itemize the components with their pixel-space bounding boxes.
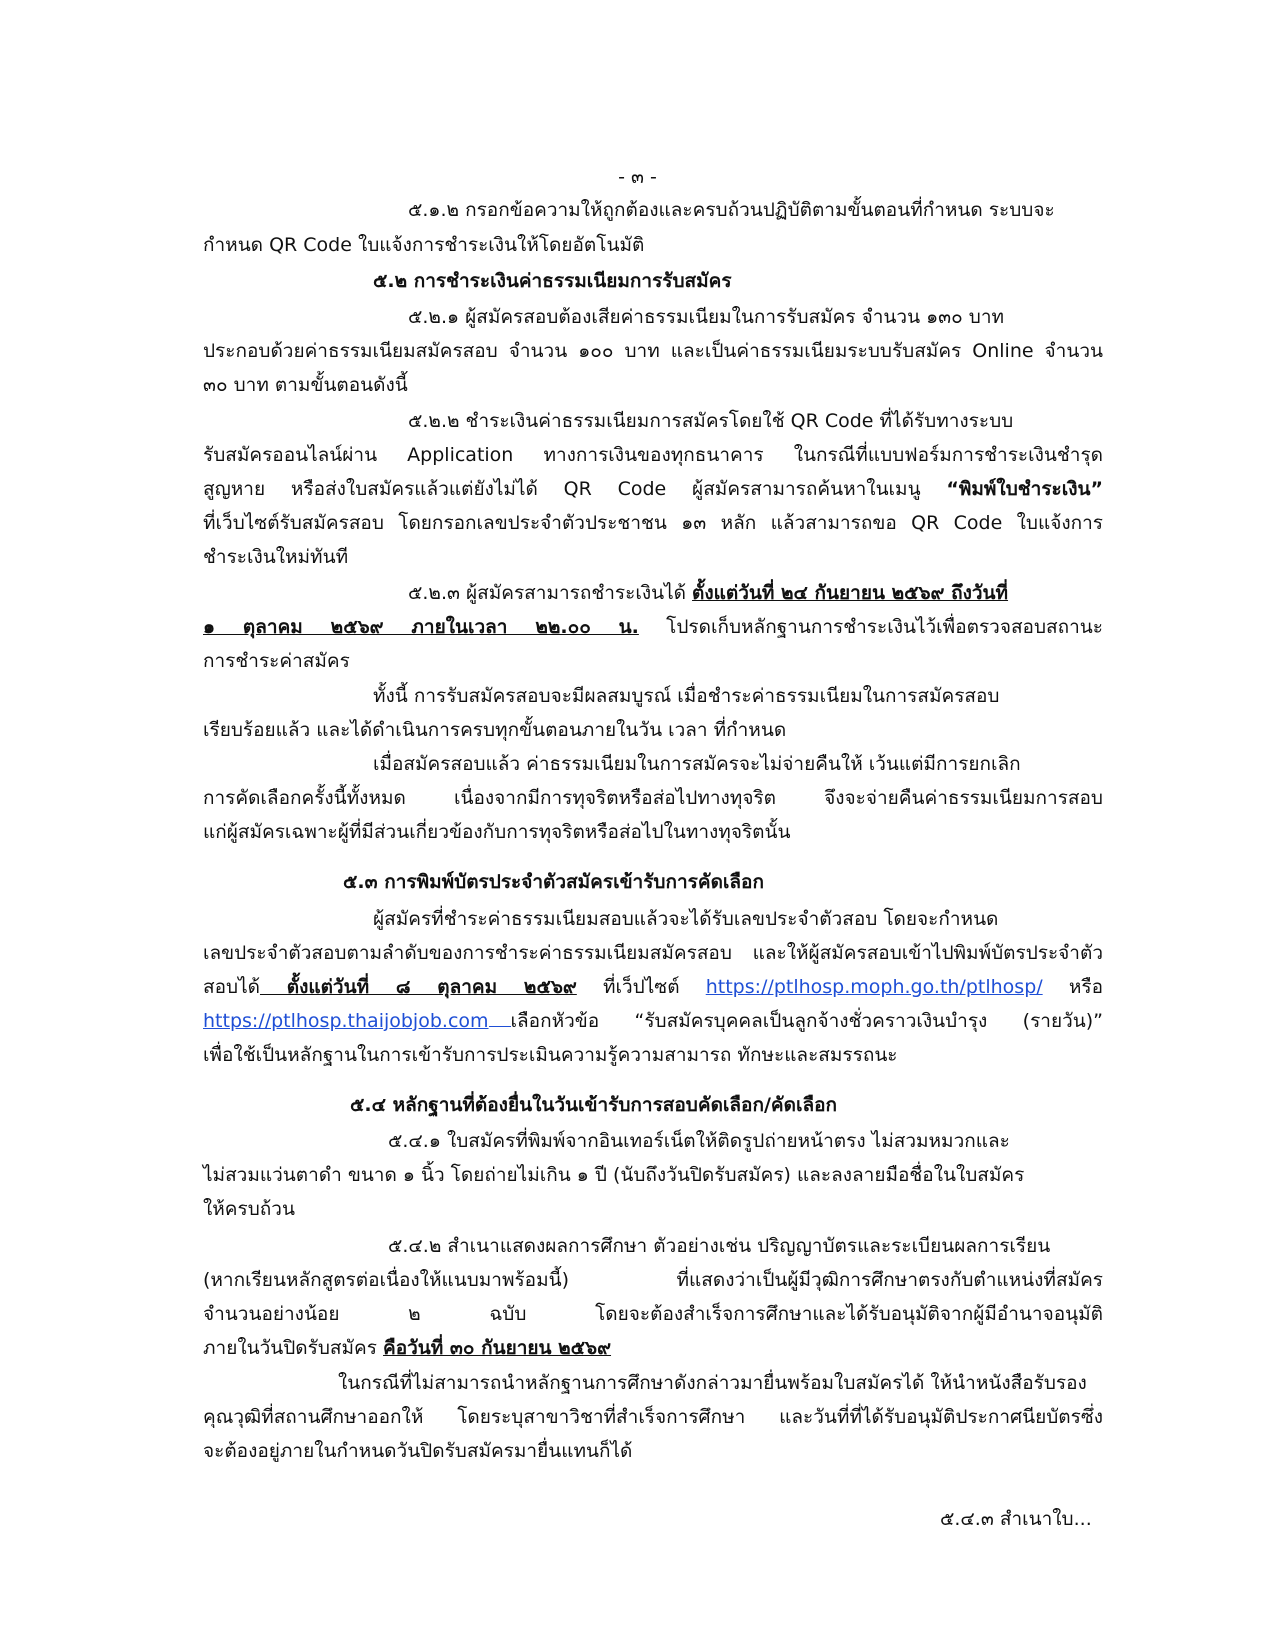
s542-line1: ๕.๔.๒ สำเนาแสดงผลการศึกษา ตัวอย่างเช่น ปริญญาบัตรและระเบียนผลการเรียน [388, 1235, 1051, 1257]
s542-alt-line3: จะต้องอยู่ภายในกำหนดวันปิดรับสมัครมายื่นแทนก็ได้ [203, 1440, 633, 1462]
s53-line4: https://ptlhosp.thaijobjob.com เลือกหัวข้อ “รับสมัครบุคคลเป็นลูกจ้างชั่วคราวเงินบำรุง (รายวัน)” [203, 1010, 1103, 1032]
s512-line1: ๕.๑.๒ กรอกข้อความให้ถูกต้องและครบถ้วนปฏิบัติตามขั้นตอนที่กำหนด ระบบจะ [408, 199, 1055, 221]
s542-line4: ภายในวันปิดรับสมัคร คือวันที่ ๓๐ กันยายน ๒๕๖๙ [203, 1337, 612, 1359]
note-refund-line1: เมื่อสมัครสอบแล้ว ค่าธรรมเนียมในการสมัครจะไม่จ่ายคืนให้ เว้นแต่มีการยกเลิก [373, 753, 1021, 775]
print-card-date: ตั้งแต่วันที่ ๘ ตุลาคม ๒๕๖๙ [259, 976, 577, 998]
s521-line2: ประกอบด้วยค่าธรรมเนียมสมัครสอบ จำนวน ๑๐๐ บาท และเป็นค่าธรรมเนียมระบบรับสมัคร Online จำนวน [203, 340, 1103, 362]
s53-line5: เพื่อใช้เป็นหลักฐานในการเข้ารับการประเมินความรู้ความสามารถ ทักษะและสมรรถนะ [203, 1044, 898, 1066]
s512-line2: กำหนด QR Code ใบแจ้งการชำระเงินให้โดยอัตโนมัติ [203, 234, 645, 256]
link-thaijobjob-website[interactable]: https://ptlhosp.thaijobjob.com [203, 1010, 489, 1032]
s523-line2: ๑ ตุลาคม ๒๕๖๙ ภายในเวลา ๒๒.๐๐ น. โปรดเก็บหลักฐานการชำระเงินไว้เพื่อตรวจสอบสถานะ [203, 616, 1103, 638]
note-complete-line2: เรียบร้อยแล้ว และได้ดำเนินการครบทุกขั้นตอนภายในวัน เวลา ที่กำหนด [203, 719, 787, 741]
footer-continuation: ๕.๔.๓ สำเนาใบ... [940, 1508, 1092, 1530]
section-5-3-heading: ๕.๓ การพิมพ์บัตรประจำตัวสมัครเข้ารับการคัดเลือก [343, 871, 764, 893]
s523-line3: การชำระค่าสมัคร [203, 650, 350, 672]
note-complete-line1: ทั้งนี้ การรับสมัครสอบจะมีผลสมบูรณ์ เมื่อชำระค่าธรรมเนียมในการสมัครสอบ [373, 685, 1000, 707]
s541-line2: ไม่สวมแว่นตาดำ ขนาด ๑ นิ้ว โดยถ่ายไม่เกิน ๑ ปี (นับถึงวันปิดรับสมัคร) และลงลายมือชื่อในใบสมัคร [203, 1164, 1025, 1186]
s521-line3: ๓๐ บาท ตามขั้นตอนดังนี้ [203, 374, 408, 396]
print-payment-menu-label: “พิมพ์ใบชำระเงิน” [946, 478, 1103, 500]
link-underline-gap [489, 1008, 511, 1027]
s522-line3: สูญหาย หรือส่งใบสมัครแล้วแต่ยังไม่ได้ QR Code ผู้สมัครสามารถค้นหาในเมนู “พิมพ์ใบชำระเงิน” [203, 478, 1103, 500]
section-5-4-heading: ๕.๔ หลักฐานที่ต้องยื่นในวันเข้ารับการสอบคัดเลือก/คัดเลือก [350, 1094, 838, 1116]
s522-line2: รับสมัครออนไลน์ผ่าน Application ทางการเงินของทุกธนาคาร ในกรณีที่แบบฟอร์มการชำระเงินชำรุด [203, 444, 1103, 466]
s542-alt-line2: คุณวุฒิที่สถานศึกษาออกให้ โดยระบุสาขาวิชาที่สำเร็จการศึกษา และวันที่ที่ได้รับอนุมัติประกาศนียบัตรซึ่ง [203, 1406, 1103, 1428]
closing-date: คือวันที่ ๓๐ กันยายน ๒๕๖๙ [383, 1337, 612, 1359]
s53-line3: สอบได้ ตั้งแต่วันที่ ๘ ตุลาคม ๒๕๖๙ ที่เว็ปไซต์ https://ptlhosp.moph.go.th/ptlhosp/ หรือ [203, 976, 1103, 998]
s523-line1: ๕.๒.๓ ผู้สมัครสามารถชำระเงินได้ ตั้งแต่วันที่ ๒๔ กันยายน ๒๕๖๙ ถึงวันที่ [408, 582, 1009, 604]
s522-line5: ชำระเงินใหม่ทันที [203, 546, 349, 568]
s522-line1: ๕.๒.๒ ชำระเงินค่าธรรมเนียมการสมัครโดยใช้ QR Code ที่ได้รับทางระบบ [408, 410, 1014, 432]
s53-line2: เลขประจำตัวสอบตามลำดับของการชำระค่าธรรมเนียมสมัครสอบ และให้ผู้สมัครสอบเข้าไปพิมพ์บัตรประจำตัว [203, 942, 1103, 964]
section-5-2-heading: ๕.๒ การชำระเงินค่าธรรมเนียมการรับสมัคร [373, 270, 732, 292]
s541-line3: ให้ครบถ้วน [203, 1198, 295, 1220]
s53-line1: ผู้สมัครที่ชำระค่าธรรมเนียมสอบแล้วจะได้รับเลขประจำตัวสอบ โดยจะกำหนด [373, 908, 999, 930]
note-refund-line3: แก่ผู้สมัครเฉพาะผู้ที่มีส่วนเกี่ยวข้องกับการทุจริตหรือส่อไปในทางทุจริตนั้น [203, 821, 791, 843]
s541-line1: ๕.๔.๑ ใบสมัครที่พิมพ์จากอินเทอร์เน็ตให้ติดรูปถ่ายหน้าตรง ไม่สวมหมวกและ [388, 1130, 1010, 1152]
note-refund-line2: การคัดเลือกครั้งนี้ทั้งหมด เนื่องจากมีการทุจริตหรือส่อไปทางทุจริต จึงจะจ่ายคืนค่าธรรมเนียมการสอบ [203, 787, 1103, 809]
s522-line4: ที่เว็บไซต์รับสมัครสอบ โดยกรอกเลขประจำตัวประชาชน ๑๓ หลัก แล้วสามารถขอ QR Code ใบแจ้งการ [203, 512, 1103, 534]
s542-line3: จำนวนอย่างน้อย ๒ ฉบับ โดยจะต้องสำเร็จการศึกษาและได้รับอนุมัติจากผู้มีอำนาจอนุมัติ [203, 1303, 1103, 1325]
s521-line1: ๕.๒.๑ ผู้สมัครสอบต้องเสียค่าธรรมเนียมในการรับสมัคร จำนวน ๑๓๐ บาท [408, 306, 1005, 328]
s542-alt-line1: ในกรณีที่ไม่สามารถนำหลักฐานการศึกษาดังกล่าวมายื่นพร้อมใบสมัครได้ ให้นำหนังสือรับรอง [338, 1372, 1087, 1394]
payment-period-start: ตั้งแต่วันที่ ๒๔ กันยายน ๒๕๖๙ ถึงวันที่ [692, 582, 1009, 604]
link-moph-website[interactable]: https://ptlhosp.moph.go.th/ptlhosp/ [705, 976, 1043, 998]
s542-line2: (หากเรียนหลักสูตรต่อเนื่องให้แนบมาพร้อมนี้) ที่แสดงว่าเป็นผู้มีวุฒิการศึกษาตรงกับตำแหน่งที่สมัคร [203, 1269, 1103, 1291]
page-number: - ๓ - [618, 166, 657, 188]
payment-period-end: ๑ ตุลาคม ๒๕๖๙ ภายในเวลา ๒๒.๐๐ น. [203, 616, 639, 638]
